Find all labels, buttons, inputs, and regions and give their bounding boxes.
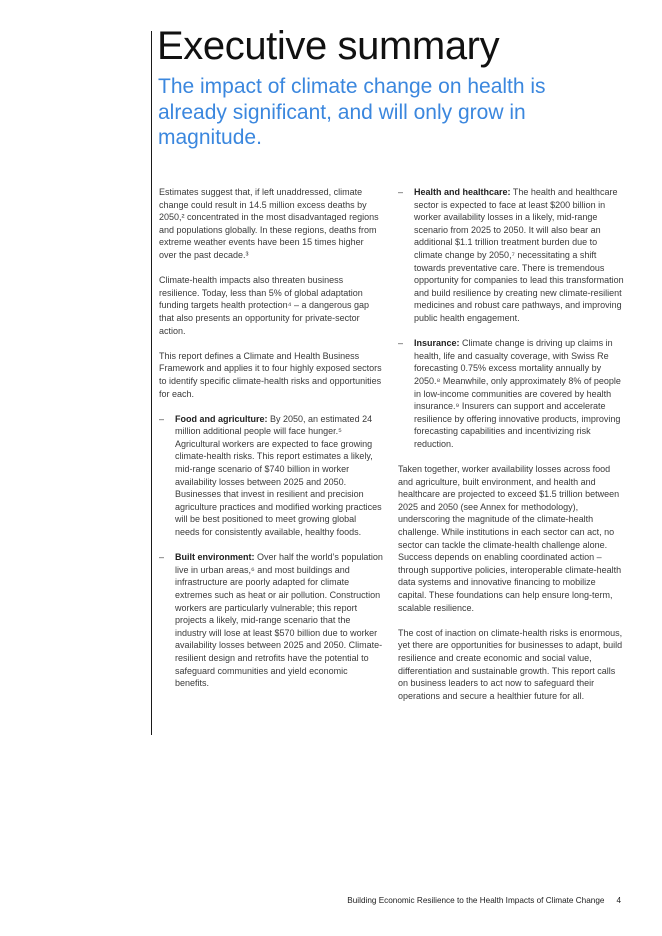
intro-paragraph: Estimates suggest that, if left unaddressed, climate change could result in 14.5 million excess deaths by 2050,² concentrated in the most disadvantaged regions and populations globally. In these regions, deaths from extreme weather events have been 15 times higher over the past decade.³ xyxy=(159,187,379,260)
bullet-label: Insurance: xyxy=(414,338,460,349)
left-column xyxy=(159,186,383,702)
page-subtitle: The impact of climate change on health is already significant, and will only grow in magnitude. xyxy=(158,75,546,149)
bullet-text: By 2050, an estimated 24 million additional people will face hunger.⁵ Agricultural workers are expected to face growing climate-health risks. This report estimates a likely, mid-range scenario of $740 billion in worker availability losses between 2025 and 2050. Businesses that invest in resilient and precision agriculture practices and modified working practices will be best positioned to meet growing global needs for consistently available, healthy foods. xyxy=(175,413,382,538)
business-resilience-paragraph: Climate-health impacts also threaten business resilience. Today, less than 5% of global adaptation funding targets health protection⁴ – a dangerous gap that also presents an opportunity for private-sector action. xyxy=(159,275,370,336)
bullet-label: Food and agriculture: xyxy=(175,413,268,424)
footer-report-title: Building Economic Resilience to the Health Impacts of Climate Change xyxy=(347,896,605,905)
bullet-dash: – xyxy=(159,413,165,424)
bullet-label: Built environment: xyxy=(175,552,255,563)
bullet-health-healthcare xyxy=(398,186,626,325)
bullet-text: Over half the world’s population live in urban areas,⁶ and most buildings and infrastructure are poorly adapted for climate extremes such as heat or air pollution. Construction workers are particularly vulnerable; this report projects a likely, mid-range scenario that the industry will lose at least $570 billion due to worker availability losses between 2025 and 2050. Climate-resilient design and retrofits have the potential to safeguard communities and yield economic benefits. xyxy=(175,552,383,689)
bullet-dash: – xyxy=(159,552,165,563)
bullet-text: The health and healthcare sector is expected to face at least $200 billion in worker availability losses in a likely, mid-range scenario from 2025 to 2050. It will also bear an additional $1.1 trillion treatment burden due to climate change by 2050,⁷ necessitating a shift towards preventative care. There is tremendous opportunity for companies to lead this transformation and build resilience by creating new climate-resilient medicines and robust care pathways, and improving public health engagement. xyxy=(414,187,624,323)
bullet-insurance xyxy=(398,337,626,450)
right-column xyxy=(398,186,626,715)
bullet-text: Climate change is driving up claims in health, life and casualty coverage, with Swiss Re forecasting 0.75% excess mortality annually by 2050.⁸ Meanwhile, only approximately 8% of people in low-income communities are covered by health insurance.⁹ Insurers can support and accelerate resilience by offering innovative products, improving forecasting capabilities and incentivizing risk reduction. xyxy=(414,338,621,449)
taken-together-paragraph: Taken together, worker availability losses across food and agriculture, built environment, and health and healthcare are projected to exceed $1.5 trillion between 2025 and 2050 (see Annex for methodology), underscoring the magnitude of the climate-health challenge. While institutions in each sector can act, no sector can tackle the climate-health challenge alone. Success depends on enabling coordinated action – through supportive policies, interoperable climate-health data systems and innovative financing to mobilize capital. These foundations can help ensure long-term, scalable resilience. xyxy=(398,464,622,613)
page-number: 4 xyxy=(616,896,621,905)
bullet-dash: – xyxy=(398,187,404,197)
bullet-built-environment xyxy=(159,551,383,690)
cost-of-inaction-paragraph: The cost of inaction on climate-health risks is enormous, yet there are opportunities for businesses to adapt, build resilience and create economic and social value, differentiation and sustainable growth. This report calls on business leaders to act now to safeguard their operations and secure a healthier future for all. xyxy=(398,627,623,701)
left-vertical-rule xyxy=(151,31,152,735)
bullet-label: Health and healthcare: xyxy=(414,187,511,197)
bullet-dash: – xyxy=(398,338,404,349)
page-title: Executive summary xyxy=(157,24,500,68)
bullet-food-agriculture xyxy=(159,413,383,539)
page-footer xyxy=(347,896,621,905)
framework-paragraph: This report defines a Climate and Health Business Framework and applies it to four highly exposed sectors to identify specific climate-health risks and opportunities for each. xyxy=(159,350,382,399)
